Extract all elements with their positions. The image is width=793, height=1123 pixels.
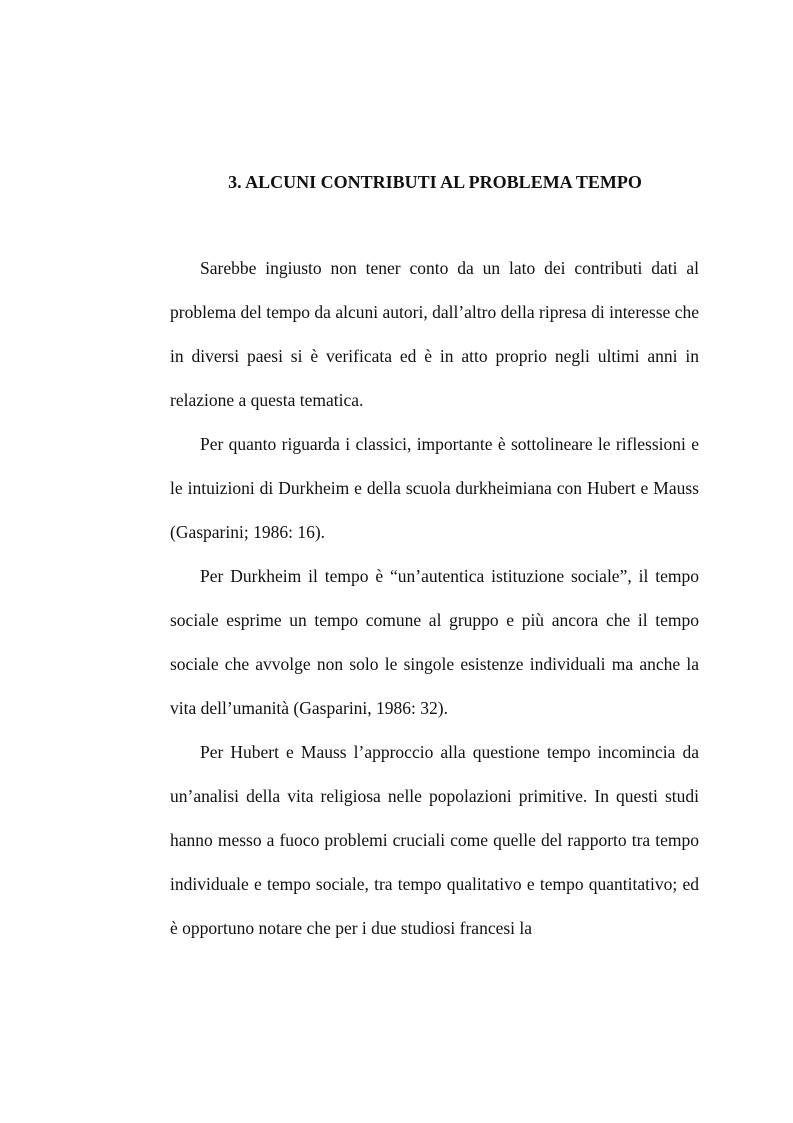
paragraph: Per quanto riguarda i classici, importante è sottolineare le riflessioni e le intuizioni di Durkheim e della scuola durkheimiana con Hubert e Mauss (Gasparini; 1986: 16).: [170, 434, 699, 542]
body-text: [170, 246, 699, 950]
paragraph: Sarebbe ingiusto non tener conto da un lato dei contributi dati al problema del tempo da alcuni autori, dall’altro della ripresa di interesse che in diversi paesi si è verificata ed è in atto proprio negli ultimi anni in relazione a questa tematica.: [170, 258, 699, 410]
paragraph: Per Hubert e Mauss l’approccio alla questione tempo incomincia da un’analisi della vita religiosa nelle popolazioni primitive. In questi studi hanno messo a fuoco problemi cruciali come quelle del rapporto tra tempo individuale e tempo sociale, tra tempo qualitativo e tempo quantitativo; ed è opportuno notare che per i due studiosi francesi la: [170, 742, 699, 938]
chapter-heading: 3. ALCUNI CONTRIBUTI AL PROBLEMA TEMPO: [228, 172, 642, 192]
paragraph: Per Durkheim il tempo è “un’autentica istituzione sociale”, il tempo sociale esprime un tempo comune al gruppo e più ancora che il tempo sociale che avvolge non solo le singole esistenze individuali ma anche la vita dell’umanità (Gasparini, 1986: 32).: [170, 566, 699, 718]
